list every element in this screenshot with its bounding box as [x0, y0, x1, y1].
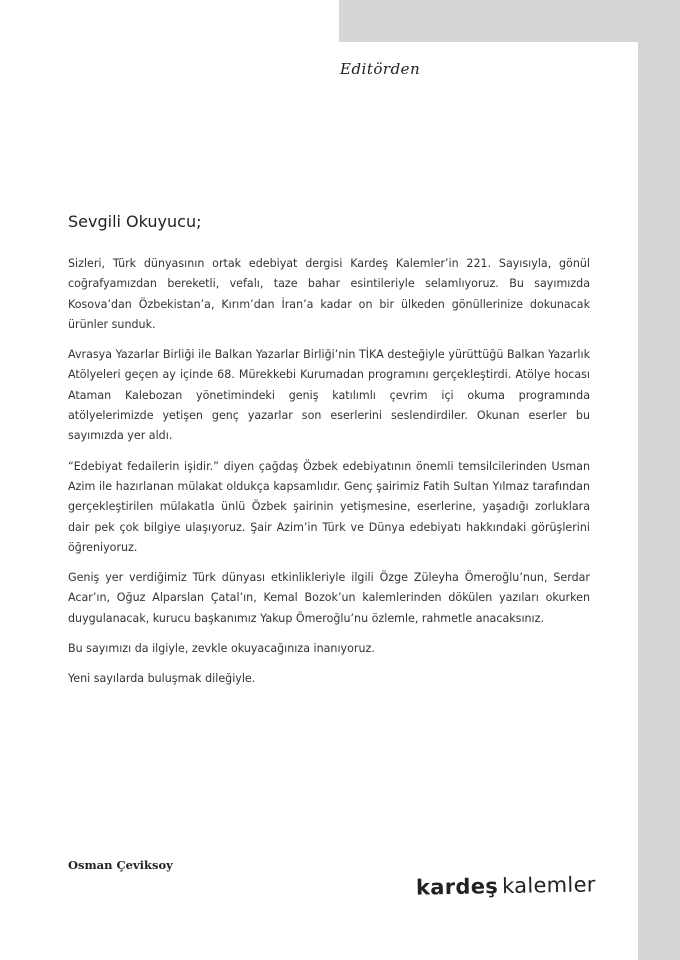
logo-word-kalemler: kalemler — [501, 872, 596, 899]
author-signature: Osman Çeviksoy — [68, 858, 173, 872]
letter-body — [68, 254, 590, 700]
paragraph-6: Yeni sayılarda buluşmak dileğiyle. — [68, 672, 256, 686]
paragraph-5: Bu sayımızı da ilgiyle, zevkle okuyacağınıza inanıyoruz. — [68, 642, 375, 656]
logo-word-kardes: kardeş — [415, 874, 499, 900]
paragraph-3: “Edebiyat fedailerin işidir.” diyen çağdaş Özbek edebiyatının önemli temsilcilerinden Usman Azim ile hazırlanan mülakat oldukça kapsamlıdır. Genç şairimiz Fatih Sultan Yılmaz tarafından gerçekleştirilen mülakatla ünlü Özbek şairinin yetişmesine, eserlerine, yaşadığı zorluklara dair pek çok bilgiye ulaşıyoruz. Şair Azim’in Türk ve Dünya edebiyatı hakkındaki görüşlerini öğreniyoruz. — [68, 459, 590, 554]
section-label: Editörden — [340, 60, 421, 78]
letter-greeting: Sevgili Okuyucu; — [68, 212, 202, 231]
top-gray-band — [339, 0, 680, 42]
paragraph-1: Sizleri, Türk dünyasının ortak edebiyat dergisi Kardeş Kalemler’in 221. Sayısıyla, gönül coğrafyamızdan bereketli, vefalı, taze bahar esintileriyle selamlıyoruz. Bu sayımızda Kosova’dan Özbekistan’a, Kırım’dan İran’a kadar on bir ülkeden gönüllerinize dokunacak ürünler sunduk. — [68, 257, 590, 331]
paragraph-4: Geniş yer verdiğimiz Türk dünyası etkinlikleriyle ilgili Özge Züleyha Ömeroğlu’nun, Serdar Acar’ın, Oğuz Alparslan Çatal’ın, Kemal Bozok’un kalemlerinden dökülen yazıları okurken duygulanacak, kurucu başkanımız Yakup Ömeroğlu’nu özlemle, rahmetle anacaksınız. — [68, 571, 590, 625]
side-gray-band — [638, 42, 680, 960]
magazine-logo — [416, 872, 596, 899]
paragraph-2: Avrasya Yazarlar Birliği ile Balkan Yazarlar Birliği’nin TİKA desteğiyle yürüttüğü Balkan Yazarlık Atölyeleri geçen ay içinde 68. Mürekkebi Kurumadan programını gerçekleştirdi. Atölye hocası Ataman Kalebozan yönetimindeki geniş katılımlı çevrim içi okuma programında atölyelerimizde yetişen genç yazarlar son eserlerini seslendirdiler. Okunan eserler bu sayımızda yer aldı. — [68, 348, 590, 443]
